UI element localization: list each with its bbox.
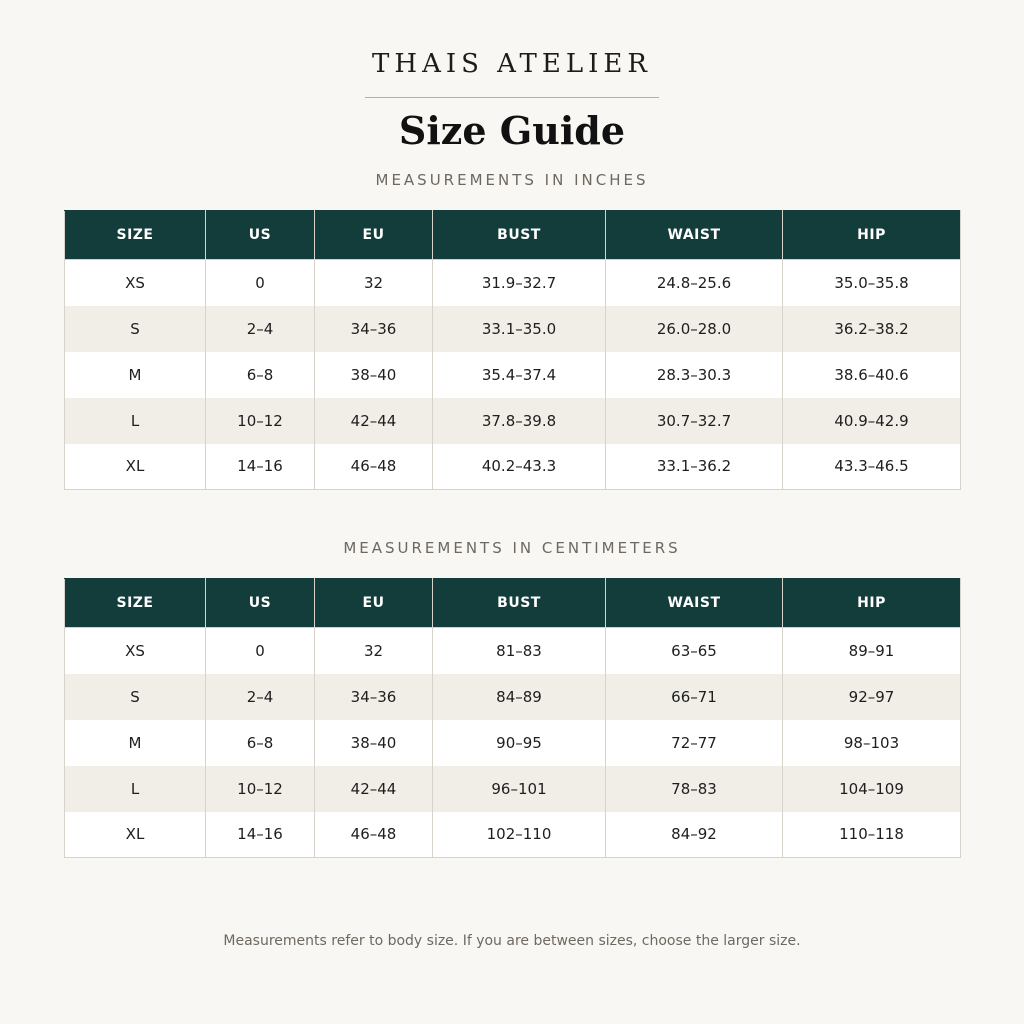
footnote: Measurements refer to body size. If you are between sizes, choose the larger size. — [223, 933, 801, 949]
table-cell-bust: 84–89 — [433, 674, 606, 720]
table-cell-eu: 32 — [315, 260, 433, 306]
table-cell-hip: 43.3–46.5 — [783, 444, 961, 490]
table-row — [65, 720, 961, 766]
table-cell-us: 10–12 — [206, 766, 315, 812]
table-cell-size: S — [65, 674, 206, 720]
centimeters-size-table — [64, 578, 961, 858]
table-cell-waist: 72–77 — [606, 720, 783, 766]
table-cell-eu: 46–48 — [315, 444, 433, 490]
table-row — [65, 398, 961, 444]
table-cell-bust: 35.4–37.4 — [433, 352, 606, 398]
centimeters-section-label: MEASUREMENTS IN CENTIMETERS — [343, 539, 681, 557]
column-header-bust: BUST — [433, 211, 606, 260]
table-cell-size: XS — [65, 260, 206, 306]
table-row — [65, 766, 961, 812]
table-header-row — [65, 579, 961, 628]
table-cell-eu: 46–48 — [315, 812, 433, 858]
table-cell-eu: 38–40 — [315, 352, 433, 398]
table-cell-hip: 40.9–42.9 — [783, 398, 961, 444]
table-cell-size: XL — [65, 812, 206, 858]
column-header-eu: EU — [315, 579, 433, 628]
column-header-us: US — [206, 579, 315, 628]
table-row — [65, 444, 961, 490]
column-header-us: US — [206, 211, 315, 260]
page-title: Size Guide — [398, 108, 626, 153]
table-cell-us: 0 — [206, 628, 315, 674]
table-cell-hip: 104–109 — [783, 766, 961, 812]
column-header-waist: WAIST — [606, 211, 783, 260]
table-cell-waist: 66–71 — [606, 674, 783, 720]
column-header-eu: EU — [315, 211, 433, 260]
table-cell-eu: 42–44 — [315, 766, 433, 812]
table-row — [65, 628, 961, 674]
table-cell-eu: 32 — [315, 628, 433, 674]
table-cell-bust: 96–101 — [433, 766, 606, 812]
column-header-hip: HIP — [783, 211, 961, 260]
table-cell-bust: 40.2–43.3 — [433, 444, 606, 490]
table-cell-size: M — [65, 720, 206, 766]
table-cell-bust: 102–110 — [433, 812, 606, 858]
table-cell-waist: 28.3–30.3 — [606, 352, 783, 398]
table-cell-us: 2–4 — [206, 674, 315, 720]
table-cell-waist: 30.7–32.7 — [606, 398, 783, 444]
table-cell-eu: 34–36 — [315, 306, 433, 352]
column-header-hip: HIP — [783, 579, 961, 628]
table-cell-eu: 42–44 — [315, 398, 433, 444]
table-cell-waist: 63–65 — [606, 628, 783, 674]
table-cell-eu: 38–40 — [315, 720, 433, 766]
table-cell-bust: 90–95 — [433, 720, 606, 766]
table-cell-size: L — [65, 766, 206, 812]
table-cell-waist: 26.0–28.0 — [606, 306, 783, 352]
table-cell-us: 14–16 — [206, 812, 315, 858]
table-row — [65, 260, 961, 306]
table-cell-size: XL — [65, 444, 206, 490]
table-cell-size: L — [65, 398, 206, 444]
table-cell-size: M — [65, 352, 206, 398]
table-cell-hip: 35.0–35.8 — [783, 260, 961, 306]
table-row — [65, 812, 961, 858]
table-cell-hip: 38.6–40.6 — [783, 352, 961, 398]
inches-section-label: MEASUREMENTS IN INCHES — [375, 171, 649, 189]
table-cell-size: S — [65, 306, 206, 352]
table-cell-hip: 92–97 — [783, 674, 961, 720]
table-cell-waist: 33.1–36.2 — [606, 444, 783, 490]
table-row — [65, 306, 961, 352]
table-cell-hip: 110–118 — [783, 812, 961, 858]
column-header-size: SIZE — [65, 211, 206, 260]
table-cell-size: XS — [65, 628, 206, 674]
column-header-waist: WAIST — [606, 579, 783, 628]
column-header-bust: BUST — [433, 579, 606, 628]
table-cell-us: 6–8 — [206, 720, 315, 766]
brand-name: THAIS ATELIER — [372, 49, 652, 79]
table-cell-bust: 37.8–39.8 — [433, 398, 606, 444]
table-cell-hip: 36.2–38.2 — [783, 306, 961, 352]
table-cell-bust: 81–83 — [433, 628, 606, 674]
brand-divider — [365, 97, 659, 98]
column-header-size: SIZE — [65, 579, 206, 628]
inches-size-table — [64, 210, 961, 490]
table-header-row — [65, 211, 961, 260]
table-row — [65, 674, 961, 720]
table-cell-eu: 34–36 — [315, 674, 433, 720]
table-cell-bust: 31.9–32.7 — [433, 260, 606, 306]
table-cell-bust: 33.1–35.0 — [433, 306, 606, 352]
table-cell-us: 10–12 — [206, 398, 315, 444]
table-cell-waist: 84–92 — [606, 812, 783, 858]
table-row — [65, 352, 961, 398]
table-cell-hip: 89–91 — [783, 628, 961, 674]
table-cell-waist: 24.8–25.6 — [606, 260, 783, 306]
table-cell-us: 14–16 — [206, 444, 315, 490]
table-cell-hip: 98–103 — [783, 720, 961, 766]
table-cell-waist: 78–83 — [606, 766, 783, 812]
table-cell-us: 2–4 — [206, 306, 315, 352]
table-cell-us: 0 — [206, 260, 315, 306]
table-cell-us: 6–8 — [206, 352, 315, 398]
